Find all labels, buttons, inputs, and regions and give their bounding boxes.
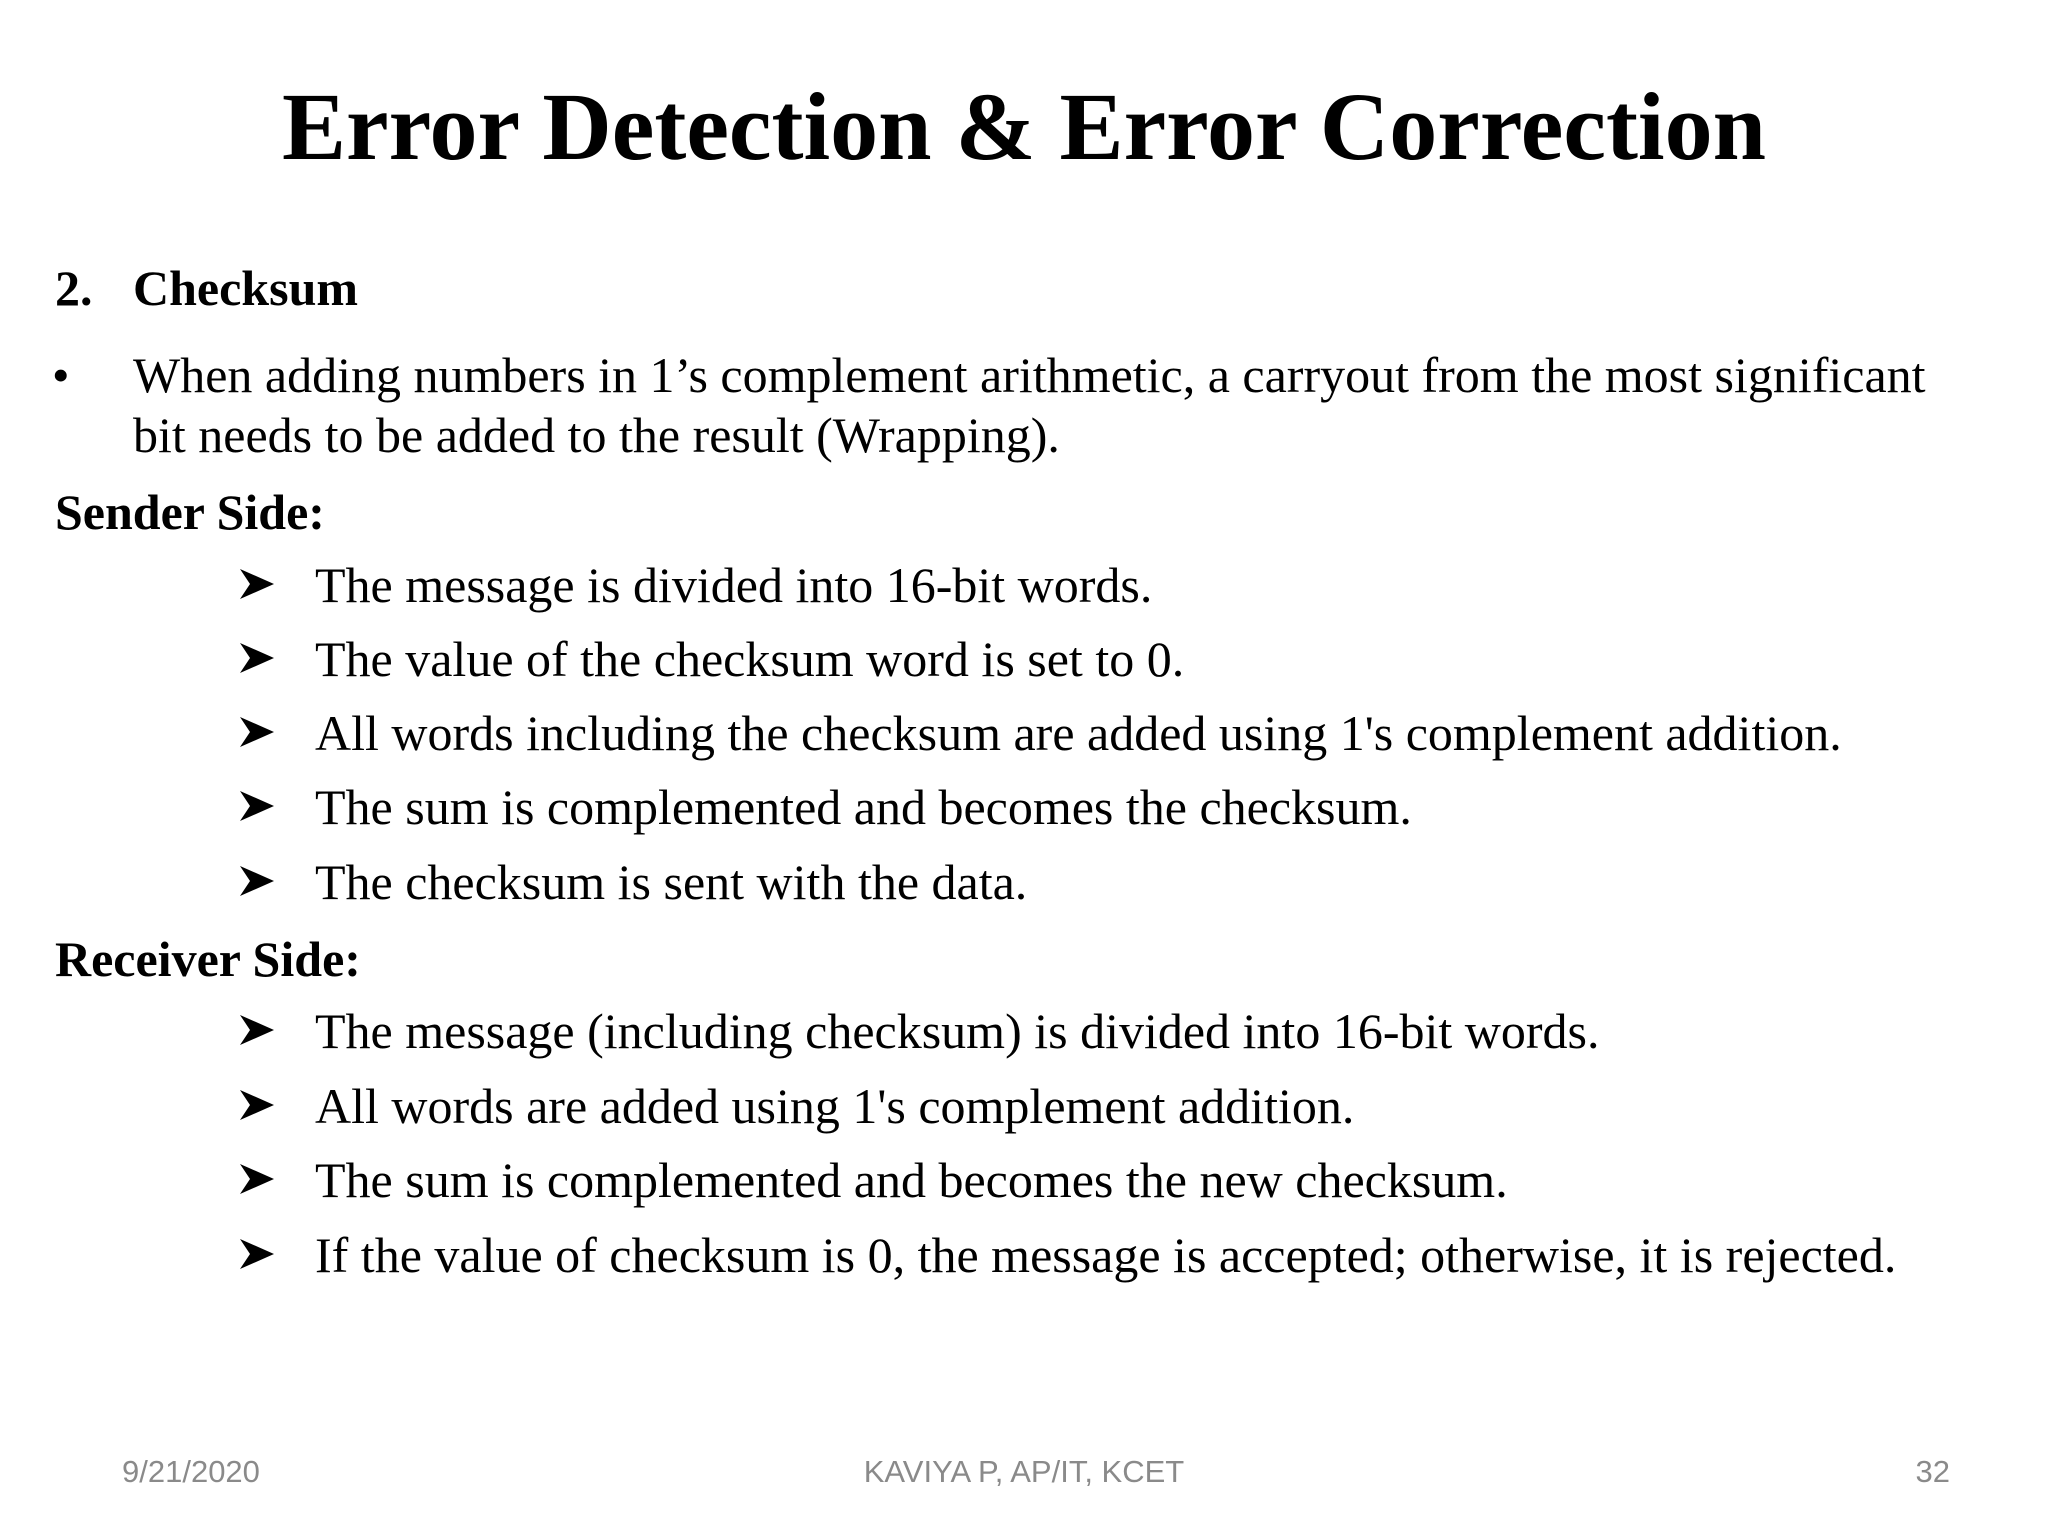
arrow-bullet-icon [240, 569, 274, 599]
sender-item: The checksum is sent with the data. [315, 854, 1028, 910]
intro-text-line-1: When adding numbers in 1’s complement arithmetic, a carryout from the most significant [133, 347, 1926, 403]
round-bullet-icon: • [52, 347, 70, 403]
footer-page-number: 32 [1915, 1454, 1950, 1489]
receiver-item: If the value of checksum is 0, the message is accepted; otherwise, it is rejected. [315, 1227, 1897, 1283]
receiver-side-heading: Receiver Side: [55, 931, 361, 987]
section-heading: Checksum [133, 260, 359, 316]
arrow-bullet-icon [240, 717, 274, 747]
section-number: 2. [55, 260, 93, 316]
arrow-bullet-icon [240, 866, 274, 896]
sender-item: All words including the checksum are added using 1's complement addition. [315, 705, 1842, 761]
arrow-bullet-icon [240, 1239, 274, 1269]
arrow-bullet-icon [240, 1090, 274, 1120]
arrow-bullet-icon [240, 791, 274, 821]
slide-title: Error Detection & Error Correction [282, 73, 1766, 180]
sender-item: The message is divided into 16-bit words. [315, 557, 1153, 613]
receiver-item: The sum is complemented and becomes the new checksum. [315, 1152, 1508, 1208]
sender-item: The value of the checksum word is set to 0. [315, 631, 1185, 687]
footer-author: KAVIYA P, AP/IT, KCET [863, 1454, 1185, 1489]
receiver-item: The message (including checksum) is divided into 16-bit words. [315, 1003, 1600, 1059]
sender-side-heading: Sender Side: [55, 484, 325, 540]
intro-text-line-2: bit needs to be added to the result (Wrapping). [133, 407, 1060, 463]
sender-item: The sum is complemented and becomes the checksum. [315, 779, 1412, 835]
footer-date: 9/21/2020 [122, 1454, 260, 1489]
arrow-bullet-icon [240, 1015, 274, 1045]
arrow-bullet-icon [240, 1164, 274, 1194]
arrow-bullet-icon [240, 643, 274, 673]
receiver-item: All words are added using 1's complement addition. [315, 1078, 1355, 1134]
